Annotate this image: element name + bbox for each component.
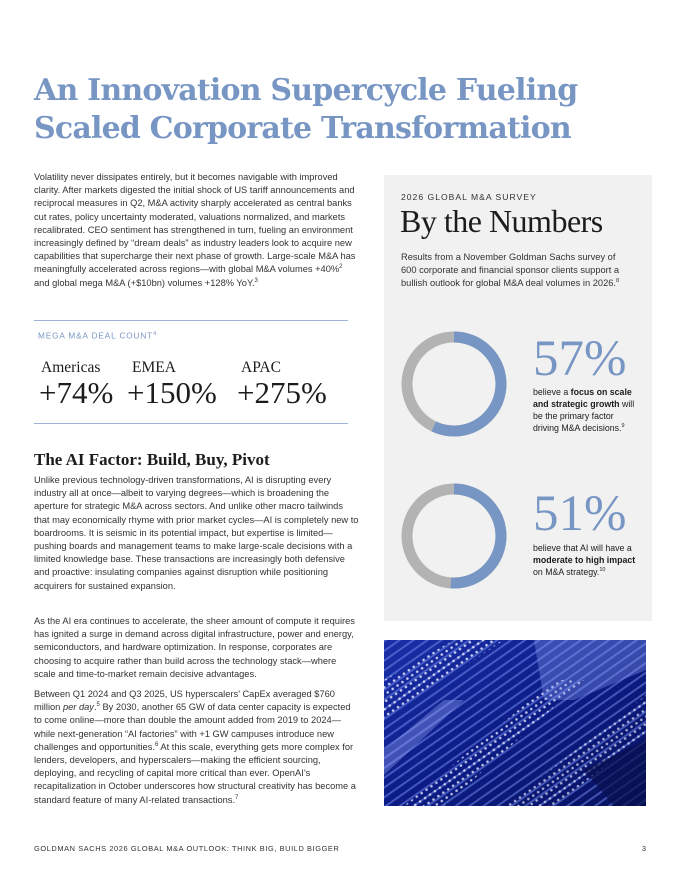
p3-text: At this scale, everything gets more complex for lenders, developers, and hyperscalers—making the efficient sourcing, deploying, and recycling of capital more critical than ever. OpenAI’s recapitalization in October underscores how structural creativity has become a standard feature of many AI-related transactions. <box>34 741 356 805</box>
stat-text: will be the primary factor driving M&A decisions. <box>533 399 635 433</box>
footnote-ref: 3 <box>254 277 258 284</box>
stat-description <box>533 386 641 434</box>
survey-description <box>401 251 621 291</box>
survey-title: By the Numbers <box>400 203 603 239</box>
stat-value: 57% <box>533 331 627 387</box>
stat-text: believe a <box>533 387 571 397</box>
page-title: An Innovation Supercycle Fueling Scaled Corporate Transformation <box>34 73 578 146</box>
survey-panel <box>384 175 652 621</box>
donut-chart-51 <box>400 482 508 590</box>
p3-text: By 2030, another 65 GW of data center capacity is expected to come online—more than double the amount added from 2019 to 2024—while next-generation “AI factories” with +1 GW campuses introduce new challenges and opportunities. <box>34 702 351 752</box>
footnote-ref: 4 <box>153 331 158 337</box>
stat-bold: focus on scale and strategic growth <box>533 387 632 409</box>
survey-desc-text: Results from a November Goldman Sachs survey of 600 corporate and financial sponsor clients support a bullish outlook for global M&A deal volumes in 2026. <box>401 252 620 289</box>
stat-bold: moderate to high impact <box>533 555 636 565</box>
intro-paragraph <box>34 171 360 290</box>
p3-text: Between Q1 2024 and Q3 2025, US hyperscalers’ CapEx averaged $760 million <box>34 689 335 713</box>
intro-text: Volatility never dissipates entirely, but it becomes navigable with improved clarity. After markets digested the initial shock of US tariff announcements and reciprocal measures in Q2, M&A activity sharply accelerated as central banks cut rates, policy uncertainty moderated, valuations normalized, and markets recalibrated. CEO sentiment has strengthened in turn, fueling an environment increasingly defined by “dream deals” as industry leaders look to acquire new capabilities that supercharge their next phase of growth. Large-scale M&A has meaningfully accelerated across regions—with global M&A volumes +40% <box>34 172 356 275</box>
p3-emphasis: per day <box>62 702 94 713</box>
footnote-ref: 5 <box>96 702 100 709</box>
region-label: APAC <box>241 359 281 376</box>
stat-text: on M&A strategy. <box>533 567 600 577</box>
circuit-board-illustration <box>384 640 646 806</box>
mega-deal-count-heading <box>38 331 157 341</box>
mega-heading-text: MEGA M&A DEAL COUNT <box>38 331 154 341</box>
ai-paragraph-3: Between Q1 2024 and Q3 2025, US hyperscalers’ CapEx averaged $760 million per day.$^5$ By 2030, another 65 GW of data center capacity is expected to come online—more than double the amount added from 2019 to 2024—while next-generation “AI factories” with +1 GW campuses introduce new challenges and opportunities.$^6$ At this scale, everything gets more complex for lenders, developers, and hyperscalers—making the efficient sourcing, deploying, and recycling of capital more critical than ever. OpenAI’s recapitalization in October underscores how structural creativity has become a standard feature of many AI-related transactions.$^7$ <box>34 689 356 805</box>
survey-kicker: 2026 GLOBAL M&A SURVEY <box>401 192 537 202</box>
region-value: +150% <box>127 375 217 410</box>
region-apac <box>237 359 327 411</box>
footnote-ref: 8 <box>616 278 620 285</box>
region-emea <box>127 359 217 411</box>
ai-paragraph-2: As the AI era continues to accelerate, the sheer amount of compute it requires has ignited a surge in demand across digital infrastructure, power and energy, semiconductors, and hardware optimization. In response, corporates are choosing to acquire rather than build across the technology stack—where scale and time-to-market remain decisive advantages. <box>34 616 355 679</box>
stat-description <box>533 542 641 578</box>
donut-chart-57 <box>400 330 508 438</box>
region-label: EMEA <box>132 359 176 376</box>
region-label: Americas <box>41 359 101 376</box>
intro-text-2: and global mega M&A (+$10bn) volumes +128% YoY. <box>34 277 255 288</box>
footer-title: GOLDMAN SACHS 2026 GLOBAL M&A OUTLOOK: THINK BIG, BUILD BIGGER <box>34 844 340 853</box>
footnote-ref: 7 <box>235 794 239 801</box>
footnote-ref: 10 <box>599 567 606 574</box>
region-value: +275% <box>237 375 327 410</box>
stat-text: believe that AI will have a <box>533 543 632 553</box>
footnote-ref: 9 <box>621 423 625 430</box>
ai-paragraph-1: Unlike previous technology-driven transformations, AI is disrupting every industry all at once—albeit to varying degrees—which is broadening the aperture for strategic M&A across sectors. And unlike other macro tailwinds that may economically rhyme with prior market cycles—AI is completely new to boardrooms. It is seismic in its potential impact, but expertise is limited—pushing boards and management teams to make large-scale decisions with a limited knowledge base. These transactions are increasingly both defensive and proactive: insulating companies against disruption while positioning acquirers for sustained expansion. <box>34 475 359 591</box>
ai-factor-heading: The AI Factor: Build, Buy, Pivot <box>34 450 270 469</box>
circuit-board-image <box>384 640 646 806</box>
region-value: +74% <box>39 375 114 410</box>
stat-value: 51% <box>533 486 627 542</box>
footnote-ref: 2 <box>339 264 343 271</box>
footnote-ref: 6 <box>154 741 159 748</box>
region-americas <box>39 359 113 411</box>
page-number: 3 <box>641 844 646 853</box>
mega-deal-count-panel <box>34 320 348 424</box>
